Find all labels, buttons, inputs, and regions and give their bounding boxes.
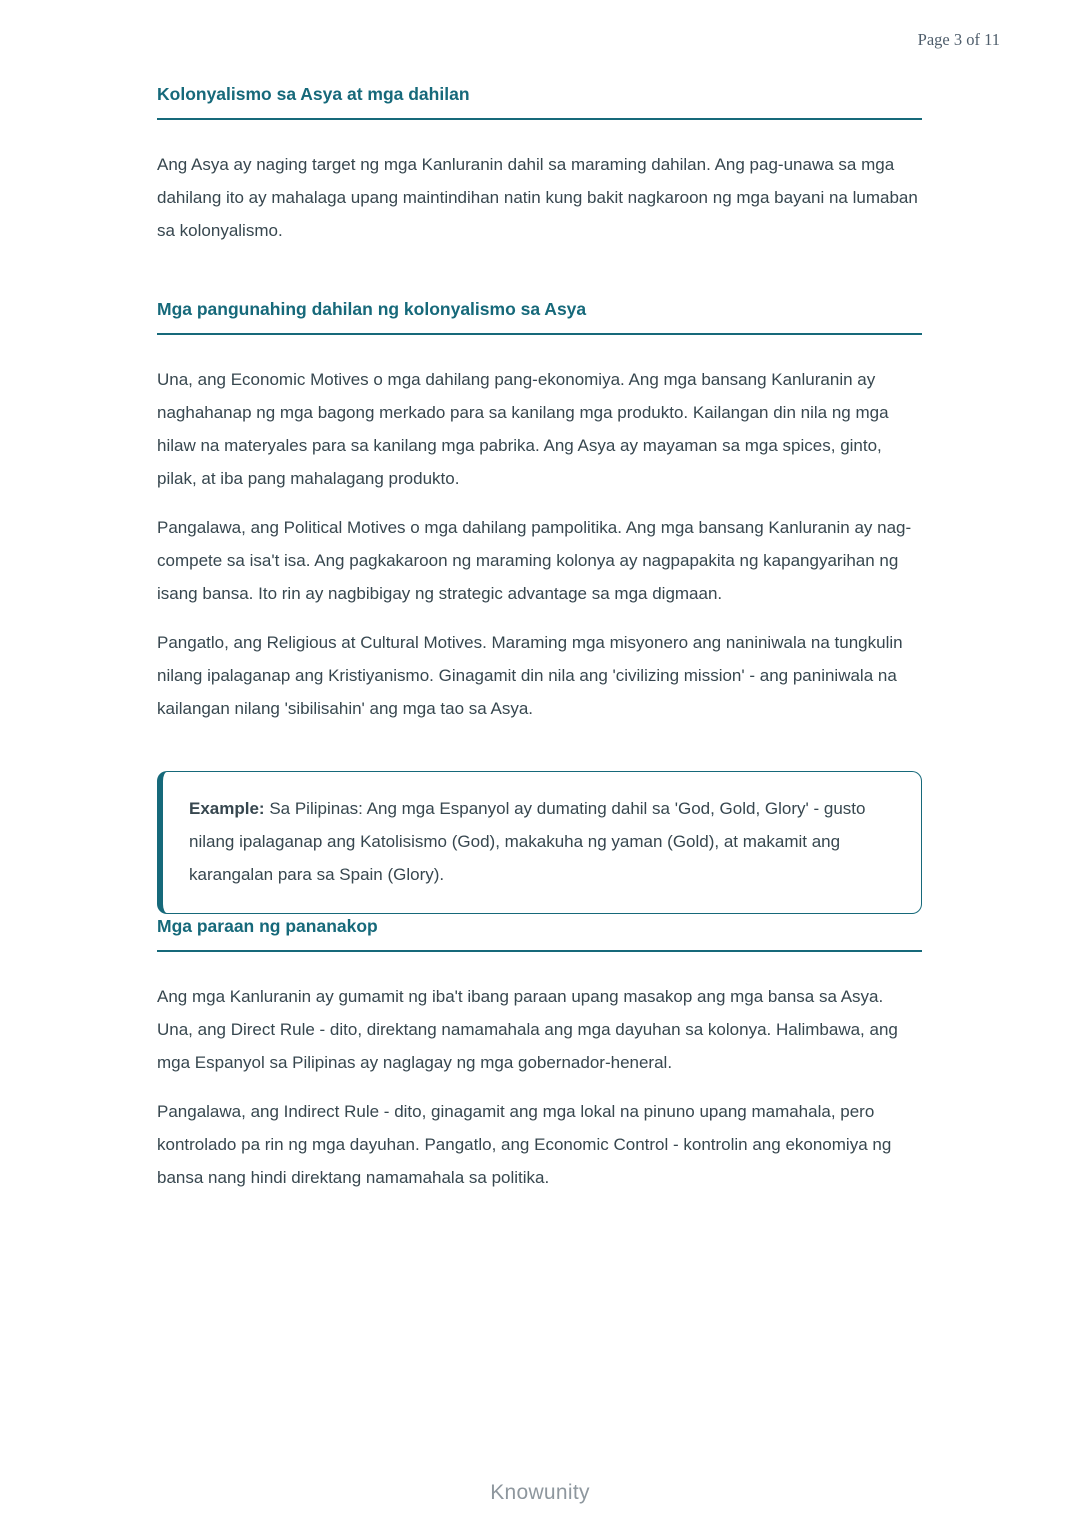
heading-rule [157, 118, 922, 120]
paragraph: Pangatlo, ang Religious at Cultural Motives. Maraming mga misyonero ang naniniwala na tungkulin nilang ipalaganap ang Kristiyanismo. Ginagamit din nila ang 'civilizing mission' - ang paniniwala na kailangan nilang 'sibilisahin' ang mga tao sa Asya. [157, 633, 903, 718]
section-pangunahing-dahilan [157, 297, 922, 725]
example-callout-text: Sa Pilipinas: Ang mga Espanyol ay dumating dahil sa 'God, Gold, Glory' - gusto nilang ipalaganap ang Katolisismo (God), makakuha ng yaman (Gold), at makamit ang karangalan para sa Spain (Glory). [189, 799, 866, 884]
section-heading: Kolonyalismo sa Asya at mga dahilan [157, 84, 470, 104]
section-kolonyalismo [157, 82, 922, 247]
page-indicator: Page 3 of 11 [917, 30, 1000, 49]
example-callout [157, 771, 922, 914]
heading-rule [157, 333, 922, 335]
section-heading: Mga paraan ng pananakop [157, 916, 378, 936]
paragraph: Pangalawa, ang Political Motives o mga dahilang pampolitika. Ang mga bansang Kanluranin ay nag-compete sa isa't isa. Ang pagkakaroon ng maraming kolonya ay nagpapakita ng kapangyarihan ng isang bansa. Ito rin ay nagbibigay ng strategic advantage sa mga digmaan. [157, 518, 912, 603]
brand-footer: Knowunity [490, 1481, 590, 1504]
paragraph: Ang Asya ay naging target ng mga Kanluranin dahil sa maraming dahilan. Ang pag-unawa sa mga dahilang ito ay mahalaga upang maintindihan natin kung bakit nagkaroon ng mga bayani na lumaban sa kolonyalismo. [157, 155, 918, 240]
heading-rule [157, 950, 922, 952]
paragraph: Ang mga Kanluranin ay gumamit ng iba't ibang paraan upang masakop ang mga bansa sa Asya. Una, ang Direct Rule - dito, direktang namamahala ang mga dayuhan sa kolonya. Halimbawa, ang mga Espanyol sa Pilipinas ay naglagay ng mga gobernador-heneral. [157, 987, 898, 1072]
section-paraan-ng-pananakop [157, 914, 922, 1194]
document-content [157, 82, 922, 1194]
example-callout-label: Example: [189, 799, 265, 818]
section-heading: Mga pangunahing dahilan ng kolonyalismo sa Asya [157, 299, 587, 319]
paragraph: Pangalawa, ang Indirect Rule - dito, ginagamit ang mga lokal na pinuno upang mamahala, pero kontrolado pa rin ng mga dayuhan. Pangatlo, ang Economic Control - kontrolin ang ekonomiya ng bansa nang hindi direktang namamahala sa politika. [157, 1102, 892, 1187]
paragraph: Una, ang Economic Motives o mga dahilang pang-ekonomiya. Ang mga bansang Kanluranin ay naghahanap ng mga bagong merkado para sa kanilang mga produkto. Kailangan din nila ng mga hilaw na materyales para sa kanilang mga pabrika. Ang Asya ay mayaman sa mga spices, ginto, pilak, at iba pang mahalagang produkto. [157, 370, 889, 488]
